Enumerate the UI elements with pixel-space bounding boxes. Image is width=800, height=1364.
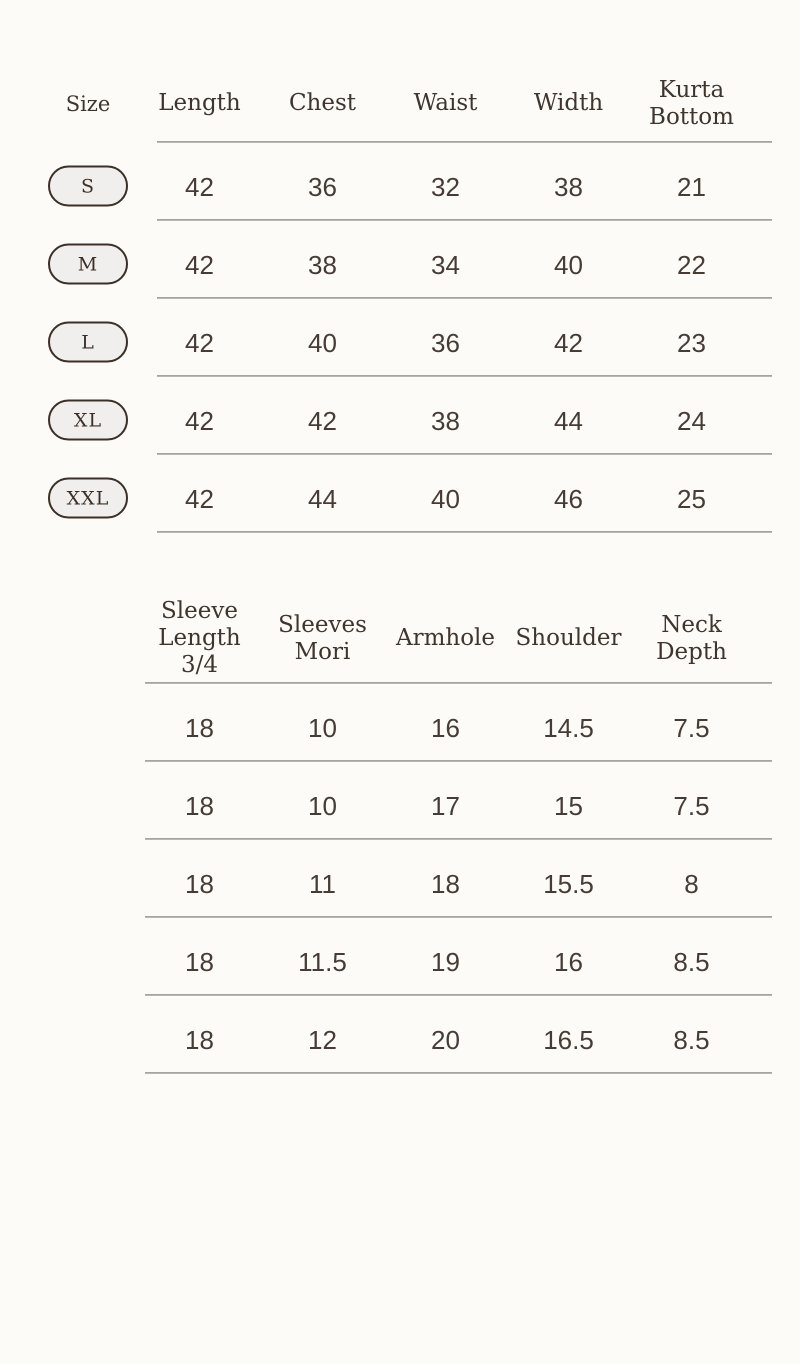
column-header-armhole: Armhole [395,625,496,652]
cell-armhole-5: 20 [431,1024,460,1055]
cell-neck-depth-5: 8.5 [673,1024,710,1055]
cell-chest-xxl: 44 [308,483,337,514]
cell-kurta-bottom-xxl: 25 [677,483,706,514]
cell-armhole-2: 17 [431,790,460,821]
table1-row-xxl [0,455,800,533]
cell-neck-depth-3: 8 [684,868,699,899]
cell-width-xl: 44 [554,405,583,436]
cell-shoulder-5: 16.5 [543,1024,594,1055]
table1-row-l [0,299,800,377]
cell-waist-xxl: 40 [431,483,460,514]
table1-header-row [0,64,800,143]
cell-sleeves-mori-5: 12 [308,1024,337,1055]
table1-row-xl [0,377,800,455]
cell-width-l: 42 [554,327,583,358]
cell-armhole-4: 19 [431,946,460,977]
column-header-width: Width [533,90,604,117]
cell-waist-l: 36 [431,327,460,358]
table2-row-4 [0,918,800,996]
column-header-kurta-bottom: Kurta Bottom [649,76,734,130]
column-header-shoulder: Shoulder [515,625,622,652]
column-header-chest: Chest [288,90,357,117]
cell-length-xxl: 42 [185,483,214,514]
cell-neck-depth-4: 8.5 [673,946,710,977]
cell-sleeves-mori-1: 10 [308,712,337,743]
cell-sleeves-mori-2: 10 [308,790,337,821]
cell-sleeve-length-4: 18 [185,946,214,977]
cell-width-m: 40 [554,249,583,280]
cell-shoulder-3: 15.5 [543,868,594,899]
table1-row-m [0,221,800,299]
cell-armhole-3: 18 [431,868,460,899]
cell-kurta-bottom-xl: 24 [677,405,706,436]
cell-sleeves-mori-3: 11 [309,868,336,899]
measurements-table-1 [0,64,800,533]
cell-waist-m: 34 [431,249,460,280]
column-header-waist: Waist [413,90,478,117]
cell-neck-depth-1: 7.5 [673,712,710,743]
cell-length-s: 42 [185,171,214,202]
column-header-length: Length [158,90,241,117]
cell-kurta-bottom-m: 22 [677,249,706,280]
cell-armhole-1: 16 [431,712,460,743]
cell-sleeve-length-3: 18 [185,868,214,899]
cell-sleeves-mori-4: 11.5 [298,946,347,977]
table2-row-3 [0,840,800,918]
cell-length-m: 42 [185,249,214,280]
column-header-neck-depth: Neck Depth [656,611,727,665]
table2-row-5 [0,996,800,1074]
cell-sleeve-length-2: 18 [185,790,214,821]
cell-shoulder-4: 16 [554,946,583,977]
cell-sleeve-length-1: 18 [185,712,214,743]
cell-shoulder-1: 14.5 [543,712,594,743]
cell-shoulder-2: 15 [554,790,583,821]
cell-kurta-bottom-s: 21 [677,171,706,202]
cell-chest-s: 36 [308,171,337,202]
column-header-sleeves-mori: Sleeves Mori [278,611,367,665]
table1-row-s [0,143,800,221]
cell-length-l: 42 [185,327,214,358]
cell-chest-xl: 42 [308,405,337,436]
size-pill-l[interactable]: L [48,322,128,363]
cell-width-s: 38 [554,171,583,202]
cell-chest-l: 40 [308,327,337,358]
column-header-sleeve-length: Sleeve Length 3/4 [158,598,241,678]
size-pill-m[interactable]: M [48,244,128,285]
cell-waist-s: 32 [431,171,460,202]
cell-chest-m: 38 [308,249,337,280]
cell-waist-xl: 38 [431,405,460,436]
size-chart [0,64,800,1364]
size-pill-xxl[interactable]: XXL [48,478,128,519]
cell-neck-depth-2: 7.5 [673,790,710,821]
cell-sleeve-length-5: 18 [185,1024,214,1055]
cell-length-xl: 42 [185,405,214,436]
size-pill-xl[interactable]: XL [48,400,128,441]
column-header-size: Size [65,91,111,116]
table2-row-1 [0,684,800,762]
cell-width-xxl: 46 [554,483,583,514]
table2-header-row [0,593,800,684]
size-pill-s[interactable]: S [48,166,128,207]
measurements-table-2 [0,593,800,1074]
table2-row-2 [0,762,800,840]
cell-kurta-bottom-l: 23 [677,327,706,358]
